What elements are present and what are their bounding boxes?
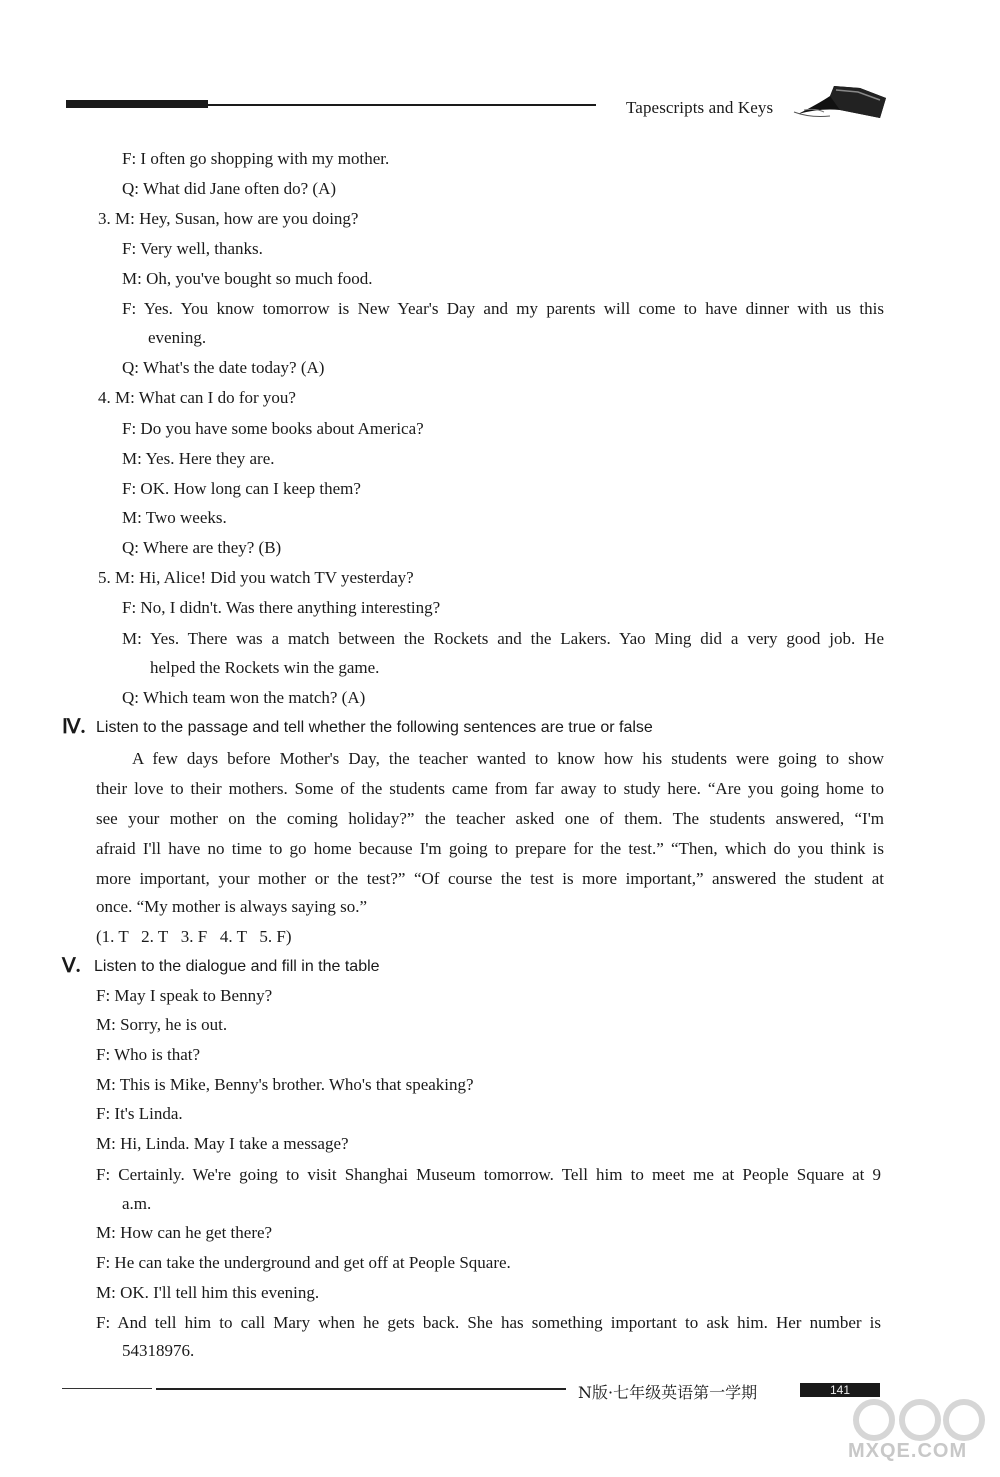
section-number: Ⅳ.: [62, 716, 86, 738]
book-icon: [790, 78, 892, 130]
passage-line: once. “My mother is always saying so.”: [96, 897, 367, 916]
dialogue-line: M: OK. I'll tell him this evening.: [96, 1283, 320, 1302]
section-title: Listen to the dialogue and fill in the table: [94, 958, 380, 975]
dialogue-line: F: And tell him to call Mary when he gets back. She has something important to ask him. Her number is: [96, 1313, 881, 1332]
question-line: Q: What did Jane often do? (A): [122, 179, 337, 198]
dialogue-line: 4. M: What can I do for you?: [98, 388, 296, 407]
section-title: Listen to the passage and tell whether the following sentences are true or false: [96, 719, 653, 736]
dialogue-line: M: Yes. Here they are.: [122, 449, 275, 468]
dialogue-line: F: Do you have some books about America?: [122, 419, 424, 438]
dialogue-line: M: Hi, Linda. May I take a message?: [96, 1134, 349, 1153]
dialogue-line: F: Certainly. We're going to visit Shanghai Museum tomorrow. Tell him to meet me at People Square at 9: [96, 1165, 881, 1184]
dialogue-line-continued: evening.: [148, 328, 207, 347]
footer-book-title: N版·七年级英语第一学期: [578, 1383, 758, 1402]
dialogue-line: F: I often go shopping with my mother.: [122, 149, 390, 168]
passage-line: their love to their mothers. Some of the students came from far away to study here. “Are you going home to: [96, 779, 884, 798]
dialogue-line: F: Very well, thanks.: [122, 239, 263, 258]
dialogue-line: M: Two weeks.: [122, 508, 227, 527]
dialogue-line: F: It's Linda.: [96, 1104, 183, 1123]
header-rule-thick: [66, 100, 208, 108]
section-number: Ⅴ.: [62, 955, 81, 977]
question-line: Q: What's the date today? (A): [122, 358, 325, 377]
dialogue-line: F: He can take the underground and get off at People Square.: [96, 1253, 511, 1272]
page-number: 141: [800, 1383, 880, 1397]
dialogue-line: M: How can he get there?: [96, 1223, 273, 1242]
question-line: Q: Which team won the match? (A): [122, 688, 366, 707]
passage-line: afraid I'll have no time to go home because I'm going to prepare for the test.” “Then, which do you think is: [96, 839, 884, 858]
watermark-text: MXQE.COM: [848, 1440, 968, 1462]
question-line: Q: Where are they? (B): [122, 538, 282, 557]
dialogue-line-continued: 54318976.: [122, 1341, 195, 1360]
header-rule-thin: [206, 104, 596, 106]
dialogue-line: M: Sorry, he is out.: [96, 1015, 228, 1034]
dialogue-line: F: Yes. You know tomorrow is New Year's Day and my parents will come to have dinner with us this: [122, 299, 884, 318]
dialogue-line: F: No, I didn't. Was there anything interesting?: [122, 598, 441, 617]
passage-line: A few days before Mother's Day, the teacher wanted to know how his students were going to show: [132, 749, 884, 768]
header-title: Tapescripts and Keys: [626, 98, 774, 117]
dialogue-line-continued: a.m.: [122, 1194, 152, 1213]
dialogue-line: F: OK. How long can I keep them?: [122, 479, 361, 498]
dialogue-line-continued: helped the Rockets win the game.: [150, 658, 380, 677]
dialogue-line: 3. M: Hey, Susan, how are you doing?: [98, 209, 359, 228]
footer-rule-short: [62, 1388, 152, 1389]
passage-line: more important, your mother or the test?” “Of course the test is more important,” answered the student at: [96, 869, 884, 888]
answer-key: (1. T 2. T 3. F 4. T 5. F): [96, 927, 292, 946]
dialogue-line: M: Yes. There was a match between the Rockets and the Lakers. Yao Ming did a very good job. He: [122, 629, 884, 648]
dialogue-line: F: May I speak to Benny?: [96, 986, 273, 1005]
passage-line: see your mother on the coming holiday?” the teacher asked one of them. The students answered, “I'm: [96, 809, 884, 828]
dialogue-line: F: Who is that?: [96, 1045, 201, 1064]
dialogue-line: M: Oh, you've bought so much food.: [122, 269, 373, 288]
dialogue-line: M: This is Mike, Benny's brother. Who's that speaking?: [96, 1075, 474, 1094]
footer-rule-long: [156, 1388, 566, 1390]
dialogue-line: 5. M: Hi, Alice! Did you watch TV yesterday?: [98, 568, 414, 587]
